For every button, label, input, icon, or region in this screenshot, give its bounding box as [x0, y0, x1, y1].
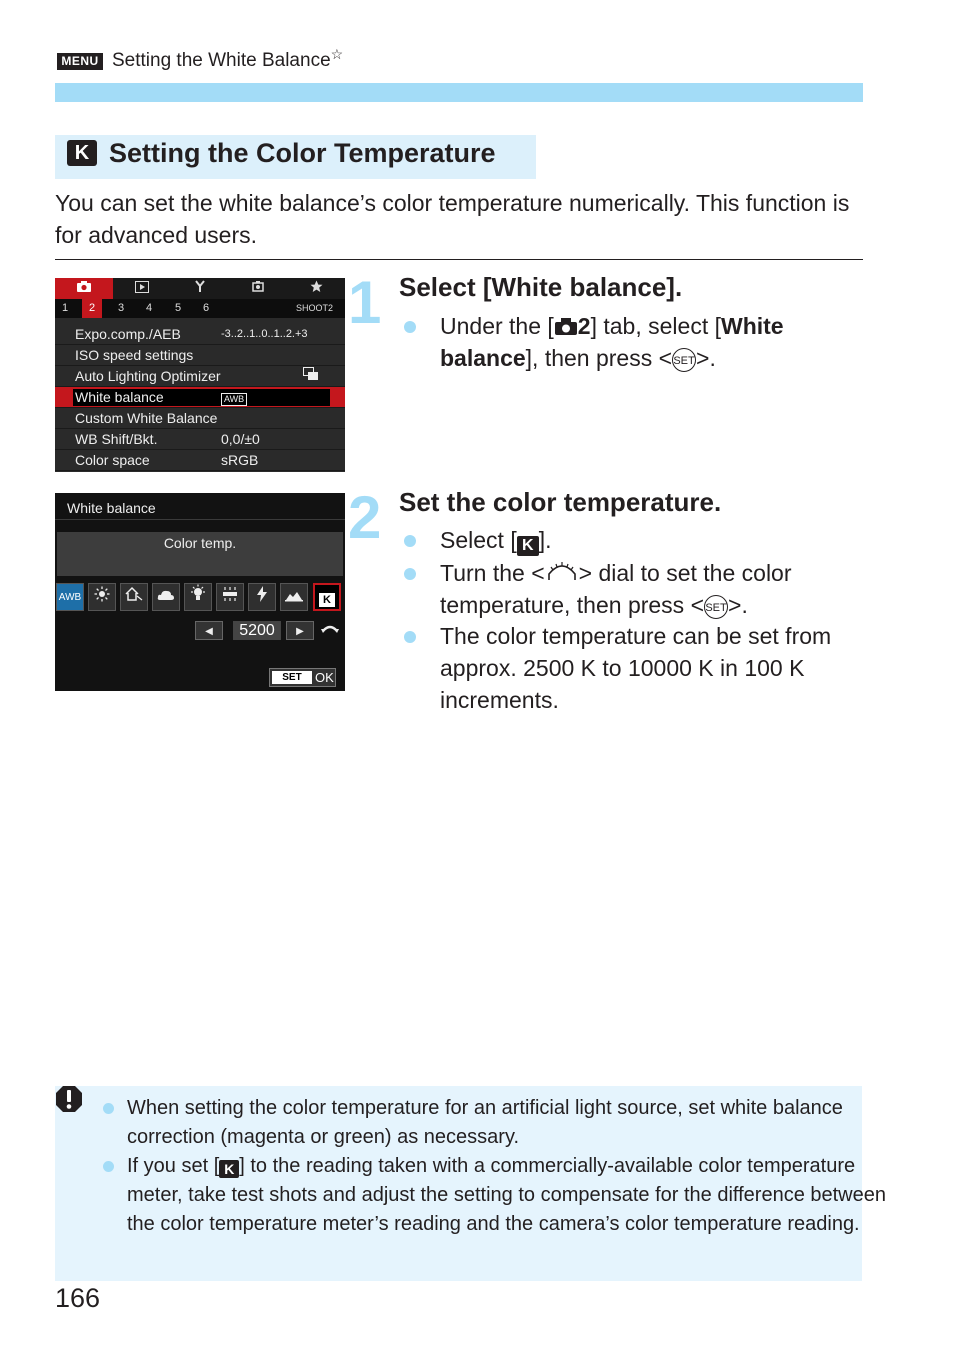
shoot-label: SHOOT2: [295, 303, 333, 313]
step-1-heading: Select [White balance].: [399, 272, 683, 302]
menu-row-alo: [55, 366, 345, 387]
page-number: 166: [55, 1283, 101, 1313]
divider: [55, 259, 863, 260]
screen-shoot-menu: [55, 278, 345, 472]
custom-func-tab-icon: [229, 278, 287, 299]
header-title: [112, 46, 344, 72]
wb-flash-icon: [248, 583, 276, 611]
menu-row-color-space: [55, 450, 345, 471]
ok-label: OK: [315, 670, 334, 685]
step-2-number: 2: [348, 484, 382, 551]
menu-row-label: WB Shift/Bkt.: [75, 431, 158, 447]
k-icon: K: [517, 536, 539, 556]
set-button-icon: SET: [672, 348, 696, 372]
menu-row-label: Color space: [75, 452, 150, 468]
subtab-3: 3: [117, 302, 125, 314]
menu-row-expo-comp: [55, 324, 345, 345]
set-button-icon: SET: [704, 595, 728, 619]
awb-icon: AWB: [221, 393, 247, 406]
caution-bullet-2: If you set [ K ] to the reading taken with a commercially-available color temperature meter, take test shots and adjust the setting to compensate for the difference between the color temperature meter’s reading and the camera’s color temperature reading.: [81, 1152, 897, 1239]
menu-tabs: [55, 278, 345, 299]
k-icon: K: [319, 593, 335, 607]
main-dial-icon: [545, 560, 579, 586]
wb-custom-icon: [280, 583, 308, 611]
playback-tab-icon: [113, 278, 171, 299]
section-k-icon: [67, 140, 97, 166]
menu-subtabs: [55, 299, 345, 318]
caution-icon: [55, 1085, 83, 1113]
set-label: SET: [272, 671, 312, 684]
right-arrow-icon: ▶: [286, 621, 314, 640]
main-dial-icon: [321, 621, 339, 640]
wb-tungsten-icon: [184, 583, 212, 611]
set-ok-button: [269, 668, 336, 687]
menu-row-value: [221, 387, 247, 407]
step-2-bullet-1: Select [ K ].: [404, 524, 880, 556]
menu-badge: MENU: [57, 53, 103, 70]
menu-row-label: ISO speed settings: [75, 347, 194, 363]
menu-row-label: Custom White Balance: [75, 410, 218, 426]
subtab-6: 6: [202, 302, 210, 314]
k-icon: K: [67, 140, 97, 166]
wb-screen-title: White balance: [67, 500, 156, 516]
left-arrow-icon: ◀: [195, 621, 223, 640]
wb-shade-icon: [120, 583, 148, 611]
header-bar: [55, 83, 863, 102]
menu-row-custom-wb: [55, 408, 345, 429]
color-temp-value: 5200: [233, 621, 281, 640]
menu-row-value: 0,0/±0: [221, 431, 260, 447]
wb-awb-icon: AWB: [56, 583, 84, 611]
subtab-2: 2: [82, 299, 102, 318]
camera-tab-icon: [55, 278, 113, 299]
wb-fluorescent-icon: [216, 583, 244, 611]
menu-row-value: sRGB: [221, 452, 259, 468]
k-icon: K: [219, 1160, 239, 1178]
caution-bullet-1: When setting the color temperature for an artificial light source, set white balance correction (magenta or green) as necessary.: [81, 1094, 897, 1152]
menu-row-iso: [55, 345, 345, 366]
subtab-4: 4: [145, 302, 153, 314]
header-title-text: Setting the White Balance: [112, 50, 331, 71]
intro-text: You can set the white balance’s color temperature numerically. This function is for advanced users.: [55, 190, 850, 248]
screen-white-balance: [55, 493, 345, 691]
subtab-1: 1: [61, 302, 69, 314]
section-title: Setting the Color Temperature: [109, 138, 496, 168]
subtab-5: 5: [174, 302, 182, 314]
wb-color-temp-icon: [313, 583, 341, 611]
menu-row-label: White balance: [75, 389, 164, 405]
wb-daylight-icon: [88, 583, 116, 611]
wb-cloudy-icon: [152, 583, 180, 611]
advanced-star-icon: ☆: [330, 46, 344, 62]
step-2-bullet-3: The color temperature can be set from approx. 2500 K to 10000 K in 100 K increments.: [404, 620, 880, 716]
step-1-number: 1: [348, 269, 382, 336]
step-1-bullet: Under the [ 2] tab, select [White balance], then press <SET>.: [404, 310, 880, 374]
step-2-heading: Set the color temperature.: [399, 487, 722, 517]
menu-row-label: Auto Lighting Optimizer: [75, 368, 221, 384]
menu-row-label: Expo.comp./AEB: [75, 326, 181, 342]
menu-row-white-balance: [55, 387, 345, 408]
wb-selected-label: Color temp.: [163, 535, 237, 551]
step-2-bullet-2: Turn the < > dial to set the color temperature, then press <SET>.: [404, 557, 880, 621]
menu-row-value: -3..2..1..0..1..2.+3: [221, 328, 308, 340]
setup-tab-icon: [171, 278, 229, 299]
alo-icon: [303, 366, 319, 386]
my-menu-tab-icon: [287, 278, 345, 299]
camera-icon: [554, 313, 578, 339]
menu-row-wb-shift: [55, 429, 345, 450]
